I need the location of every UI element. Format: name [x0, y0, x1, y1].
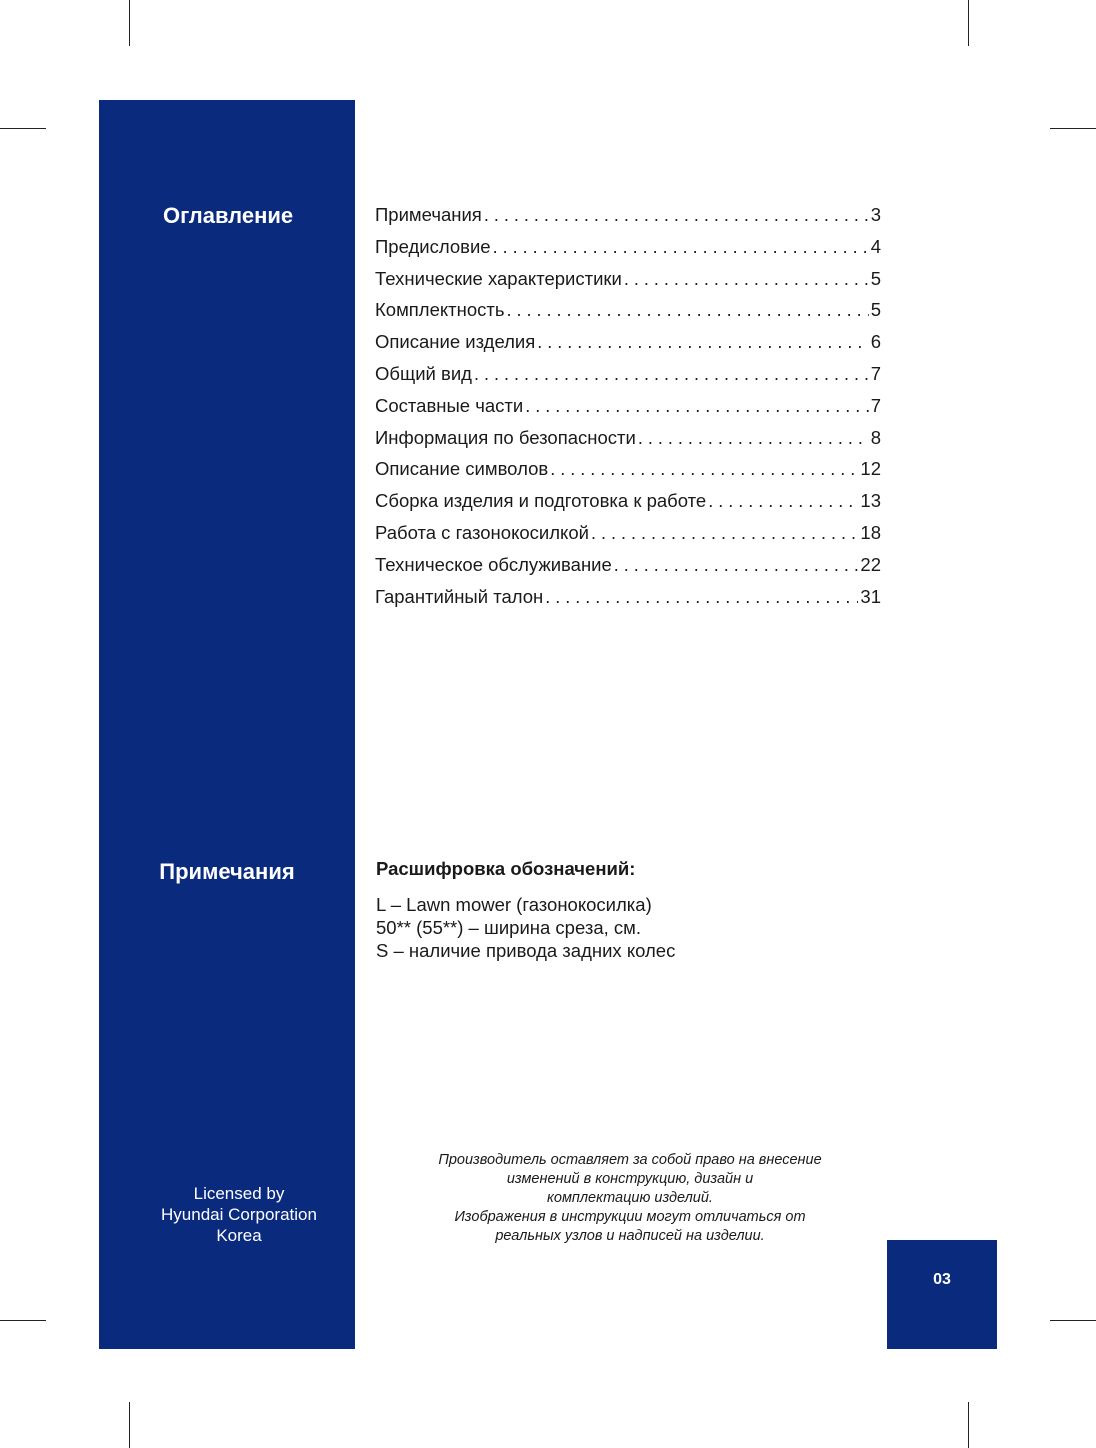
toc-leader: [525, 396, 868, 417]
toc-entry-page: 3: [870, 204, 881, 225]
toc-leader: [474, 364, 869, 385]
table-of-contents: [375, 204, 881, 617]
decode-line: 50** (55**) – ширина среза, см.: [376, 917, 642, 938]
disclaimer-line: Изображения в инструкции могут отличаться от: [454, 1209, 806, 1225]
toc-entry-page: 22: [860, 553, 881, 575]
license-line: Licensed by: [193, 1184, 285, 1203]
toc-entry-page: 31: [860, 585, 881, 607]
crop-mark: [1050, 1320, 1096, 1321]
toc-entry[interactable]: [375, 331, 881, 363]
sidebar: [99, 100, 355, 1349]
toc-entry[interactable]: [375, 299, 881, 331]
toc-leader: [614, 555, 859, 576]
toc-entry-page: 5: [870, 267, 881, 289]
toc-entry[interactable]: [375, 522, 881, 554]
decode-list: [376, 893, 675, 962]
toc-entry[interactable]: [375, 586, 881, 618]
toc-entry-label: Общий вид: [375, 362, 472, 384]
toc-entry-label: Работа с газонокосилкой: [375, 521, 589, 543]
crop-mark: [968, 0, 969, 46]
toc-entry[interactable]: [375, 395, 881, 427]
toc-leader: [484, 205, 869, 226]
crop-mark: [1050, 128, 1096, 129]
toc-entry-page: 18: [860, 521, 881, 543]
toc-leader: [493, 237, 869, 258]
toc-leader: [507, 300, 869, 321]
toc-heading: Оглавление: [163, 203, 294, 228]
toc-entry-label: Информация по безопасности: [375, 426, 636, 448]
toc-entry-label: Гарантийный талон: [375, 585, 544, 607]
crop-mark: [129, 1402, 130, 1448]
toc-entry-page: 7: [870, 394, 881, 416]
toc-leader: [638, 428, 869, 449]
toc-entry-label: Примечания: [375, 204, 482, 225]
toc-entry[interactable]: [375, 554, 881, 586]
toc-entry-page: 4: [870, 235, 881, 257]
decode-line: S – наличие привода задних колес: [376, 940, 676, 961]
toc-entry[interactable]: [375, 458, 881, 490]
disclaimer-line: Производитель оставляет за собой право на внесение: [438, 1152, 822, 1168]
toc-entry[interactable]: [375, 427, 881, 459]
license-text: [99, 1183, 379, 1246]
license-line: Hyundai Corporation: [161, 1205, 317, 1224]
toc-entry[interactable]: [375, 236, 881, 268]
toc-entry-label: Сборка изделия и подготовка к работе: [375, 490, 707, 512]
disclaimer-line: реальных узлов и надписей на изделии.: [495, 1228, 765, 1244]
decode-line: L – Lawn mower (газонокосилка): [376, 894, 652, 915]
toc-entry-page: 7: [870, 362, 881, 384]
disclaimer-line: комплектацию изделий.: [547, 1190, 713, 1206]
toc-leader: [537, 332, 868, 353]
toc-entry[interactable]: [375, 363, 881, 395]
license-line: Korea: [216, 1226, 262, 1245]
toc-entry-page: 8: [870, 426, 881, 448]
toc-leader: [708, 491, 858, 512]
crop-mark: [129, 0, 130, 46]
toc-leader: [591, 523, 858, 544]
crop-mark: [968, 1402, 969, 1448]
page-number: 03: [933, 1271, 951, 1288]
toc-entry-page: 5: [870, 299, 881, 321]
crop-mark: [0, 128, 46, 129]
disclaimer-line: изменений в конструкцию, дизайн и: [506, 1171, 754, 1187]
toc-entry[interactable]: [375, 490, 881, 522]
toc-entry-page: 6: [870, 331, 881, 353]
notes-heading: Примечания: [159, 859, 295, 884]
toc-entry-page: 12: [860, 458, 881, 480]
toc-entry-label: Комплектность: [375, 299, 505, 321]
toc-entry-label: Техническое обслуживание: [375, 553, 612, 575]
toc-entry[interactable]: [375, 268, 881, 300]
toc-entry-page: 13: [860, 490, 881, 512]
toc-entry[interactable]: [375, 204, 881, 236]
toc-leader: [624, 269, 869, 290]
toc-entry-label: Описание изделия: [375, 331, 536, 353]
toc-entry-label: Технические характеристики: [375, 267, 622, 289]
toc-entry-label: Описание символов: [375, 458, 549, 480]
toc-entry-label: Предисловие: [375, 235, 491, 257]
toc-entry-label: Составные части: [375, 394, 524, 416]
crop-mark: [0, 1320, 46, 1321]
decode-heading: Расшифровка обозначений:: [376, 858, 636, 879]
page-number-badge: [887, 1240, 997, 1349]
disclaimer: [380, 1151, 880, 1246]
toc-leader: [550, 459, 858, 480]
toc-leader: [545, 587, 858, 608]
